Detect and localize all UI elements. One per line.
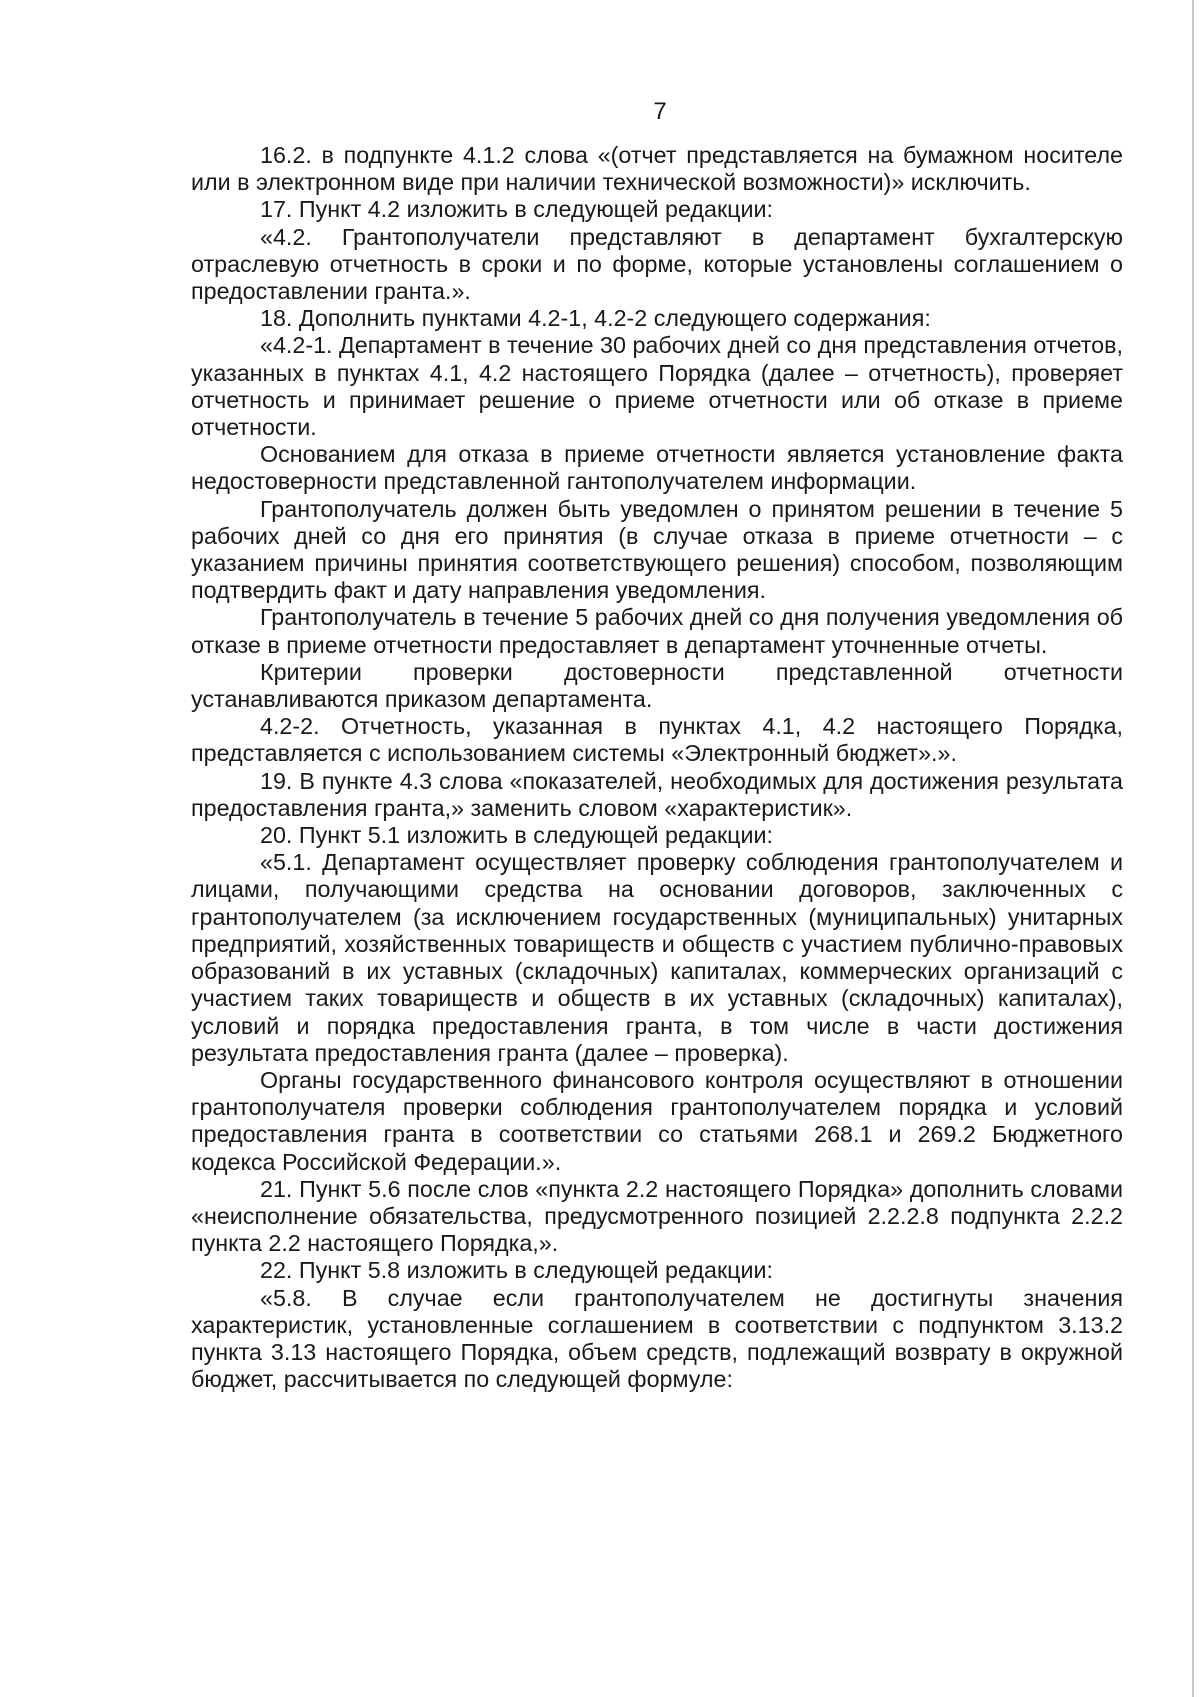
paragraph-17: 17. Пункт 4.2 изложить в следующей редакции: (260, 196, 774, 223)
paragraph-22: 22. Пункт 5.8 изложить в следующей редакции: (260, 1257, 774, 1284)
scan-edge (1192, 0, 1194, 1697)
paragraph-4-2: «4.2. Грантополучатели представляют в департамент бухгалтерскую отраслевую отчетность в сроки и по форме, которые установлены соглашением о предоставлении гранта.». (191, 223, 1123, 305)
paragraph-5-1: «5.1. Департамент осуществляет проверку соблюдения грантополучателем и лицами, получающими средства на основании договоров, заключенных с грантополучателем (за исключением государственных (муниципальных) унитарных предприятий, хозяйственных товариществ и обществ с участием публично-правовых образований в их уставных (складочных) капиталах, коммерческих организаций с участием таких товариществ и обществ в их уставных (складочных) капиталах), условий и порядка предоставления гранта, в том числе в части достижения результата предоставления гранта (далее – проверка). (191, 849, 1123, 1066)
page-number: 7 (653, 98, 667, 125)
paragraph-financial-control: Органы государственного финансового контроля осуществляют в отношении грантополучателя проверки соблюдения грантополучателем порядка и условий предоставления гранта в соответствии со статьями 268.1 и 269.2 Бюджетного кодекса Российской Федерации.». (191, 1066, 1123, 1175)
paragraph-5-8: «5.8. В случае если грантополучателем не достигнуты значения характеристик, установленные соглашением в соответствии с подпунктом 3.13.2 пункта 3.13 настоящего Порядка, объем средств, подлежащий возврату в окружной бюджет, рассчитывается по следующей формуле: (191, 1284, 1123, 1393)
paragraph-21: 21. Пункт 5.6 после слов «пункта 2.2 настоящего Порядка» дополнить словами «неисполнение обязательства, предусмотренного позицией 2.2.2.8 подпункта 2.2.2 пункта 2.2 настоящего Порядка,». (191, 1175, 1123, 1257)
paragraph-18: 18. Дополнить пунктами 4.2-1, 4.2-2 следующего содержания: (260, 305, 931, 332)
paragraph-corrected-reports: Грантополучатель в течение 5 рабочих дней со дня получения уведомления об отказе в приеме отчетности предоставляет в департамент уточненные отчеты. (191, 604, 1123, 658)
paragraph-20: 20. Пункт 5.1 изложить в следующей редакции: (260, 822, 774, 849)
paragraph-refusal-grounds: Основанием для отказа в приеме отчетности является установление факта недостоверности представленной гантополучателем информации. (191, 441, 1123, 495)
paragraph-4-2-1: «4.2-1. Департамент в течение 30 рабочих дней со дня представления отчетов, указанных в пунктах 4.1, 4.2 настоящего Порядка (далее – отчетность), проверяет отчетность и принимает решение о приеме отчетности или об отказе в приеме отчетности. (191, 332, 1123, 441)
paragraph-19: 19. В пункте 4.3 слова «показателей, необходимых для достижения результата предоставления гранта,» заменить словом «характеристик». (191, 767, 1123, 821)
paragraph-16-2: 16.2. в подпункте 4.1.2 слова «(отчет представляется на бумажном носителе или в электронном виде при наличии технической возможности)» исключить. (191, 142, 1123, 196)
paragraph-4-2-2: 4.2-2. Отчетность, указанная в пунктах 4.1, 4.2 настоящего Порядка, представляется с использованием системы «Электронный бюджет».». (191, 713, 1123, 767)
paragraph-criteria: Критерии проверки достоверности представленной отчетности устанавливаются приказом департамента. (191, 658, 1123, 713)
paragraph-notification: Грантополучатель должен быть уведомлен о принятом решении в течение 5 рабочих дней со дня его принятия (в случае отказа в приеме отчетности – с указанием причины принятия соответствующего решения) способом, позволяющим подтвердить факт и дату направления уведомления. (191, 495, 1123, 604)
document-body (191, 142, 1123, 1393)
